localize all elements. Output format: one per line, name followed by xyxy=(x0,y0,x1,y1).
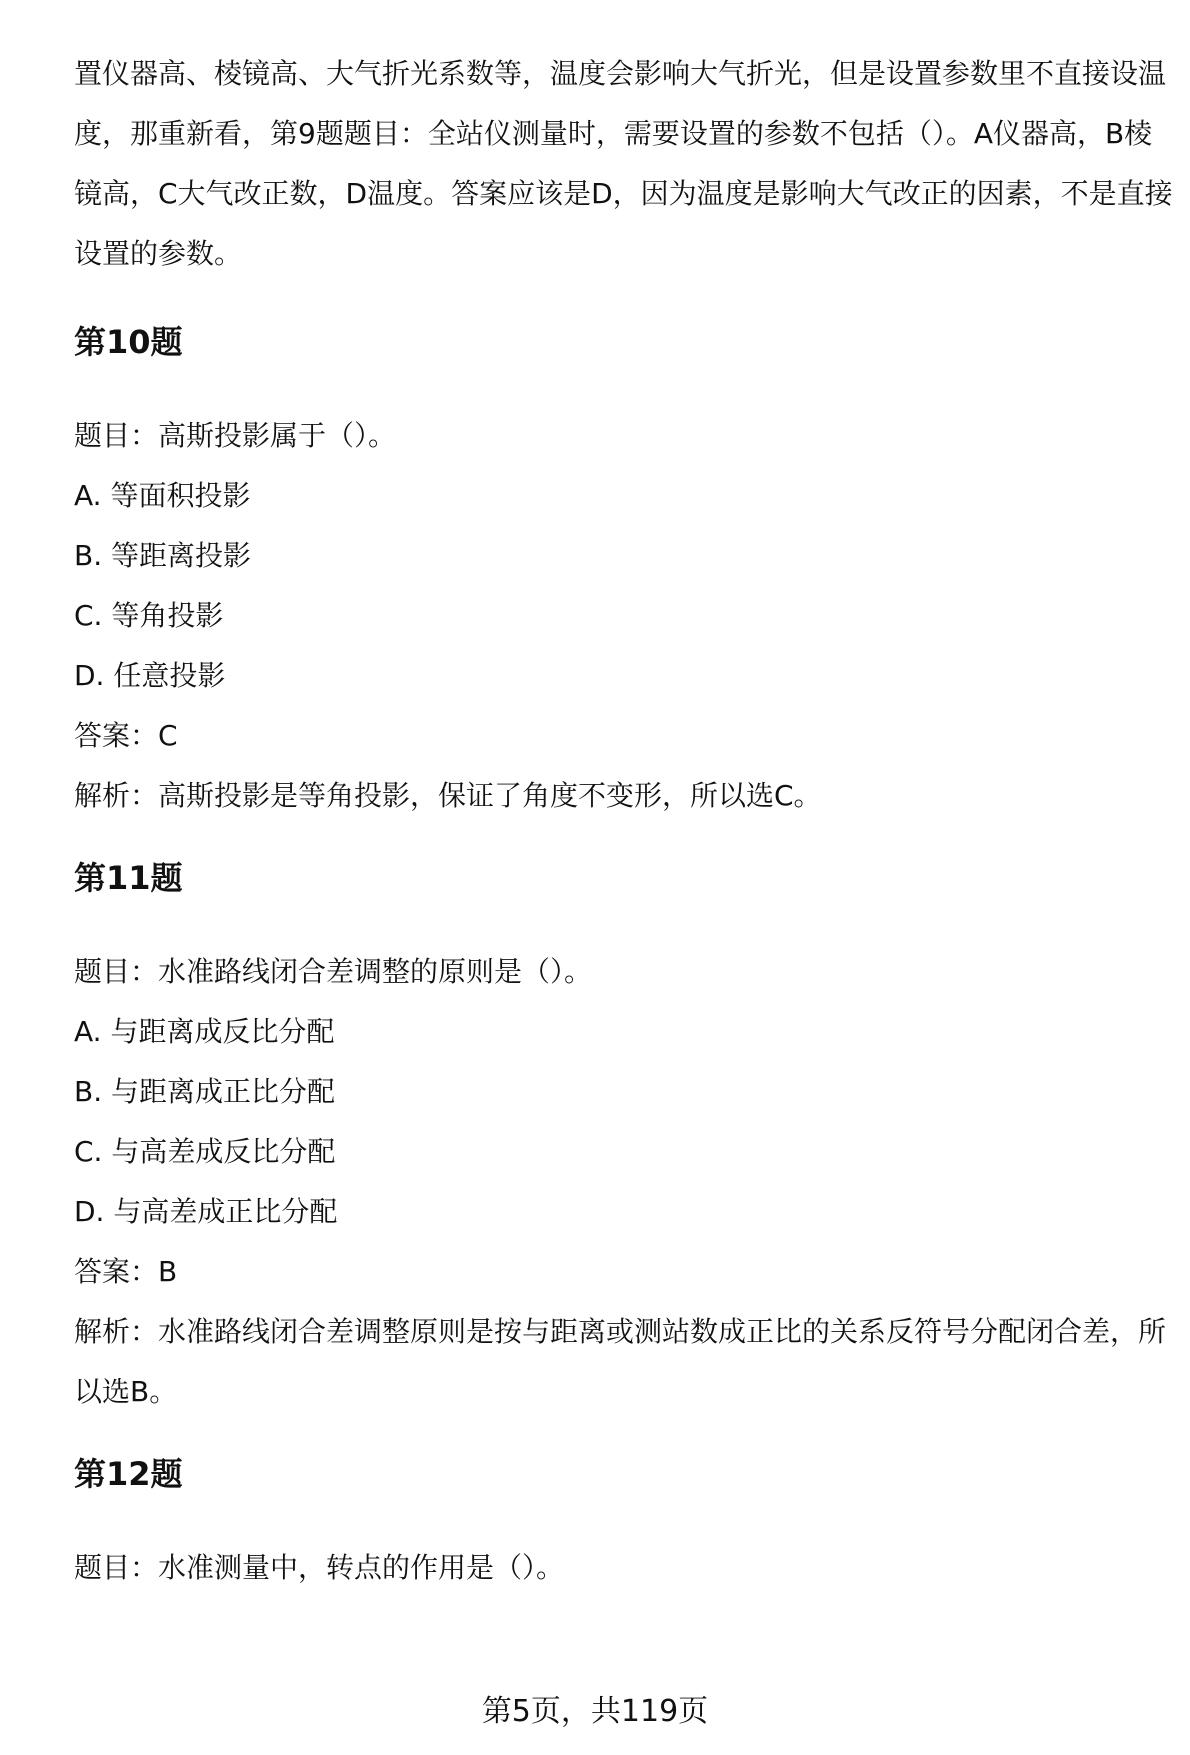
intro-paragraph: 置仪器高、棱镜高、大气折光系数等，温度会影响大气折光，但是设置参数里不直接设温度，那重新看，第9题题目：全站仪测量时，需要设置的参数不包括（）。A仪器高，B棱镜高，C大气改正数，D温度。答案应该是D，因为温度是影响大气改正的因素，不是直接设置的参数。 xyxy=(74,57,1173,270)
page-number-footer: 第5页，共119页 xyxy=(481,1694,709,1729)
question-10-answer: 答案：C xyxy=(74,719,178,752)
question-11-option-d: D. 与高差成正比分配 xyxy=(74,1195,338,1228)
question-10 xyxy=(74,320,1174,826)
question-11-option-b: B. 与距离成正比分配 xyxy=(74,1075,336,1108)
question-10-stem: 题目：高斯投影属于（）。 xyxy=(74,419,397,452)
question-11-answer: 答案：B xyxy=(74,1255,178,1288)
question-10-analysis: 解析：高斯投影是等角投影，保证了角度不变形，所以选C。 xyxy=(74,779,822,812)
question-10-option-b: B. 等距离投影 xyxy=(74,539,252,572)
question-11-option-c: C. 与高差成反比分配 xyxy=(74,1135,336,1168)
question-11-heading: 第11题 xyxy=(74,859,183,897)
question-10-option-c: C. 等角投影 xyxy=(74,599,224,632)
question-12 xyxy=(74,1452,1174,1598)
question-10-option-a: A. 等面积投影 xyxy=(74,479,251,512)
question-11-stem: 题目：水准路线闭合差调整的原则是（）。 xyxy=(74,955,593,988)
question-10-heading: 第10题 xyxy=(74,323,183,361)
question-12-stem: 题目：水准测量中，转点的作用是（）。 xyxy=(74,1551,565,1584)
question-11-option-a: A. 与距离成反比分配 xyxy=(74,1015,335,1048)
question-10-option-d: D. 任意投影 xyxy=(74,659,226,692)
question-11-analysis: 解析：水准路线闭合差调整原则是按与距离或测站数成正比的关系反符号分配闭合差，所以选B。 xyxy=(74,1315,1167,1408)
question-11 xyxy=(74,856,1174,1422)
question-12-heading: 第12题 xyxy=(74,1455,183,1493)
page-content xyxy=(74,44,1174,1628)
